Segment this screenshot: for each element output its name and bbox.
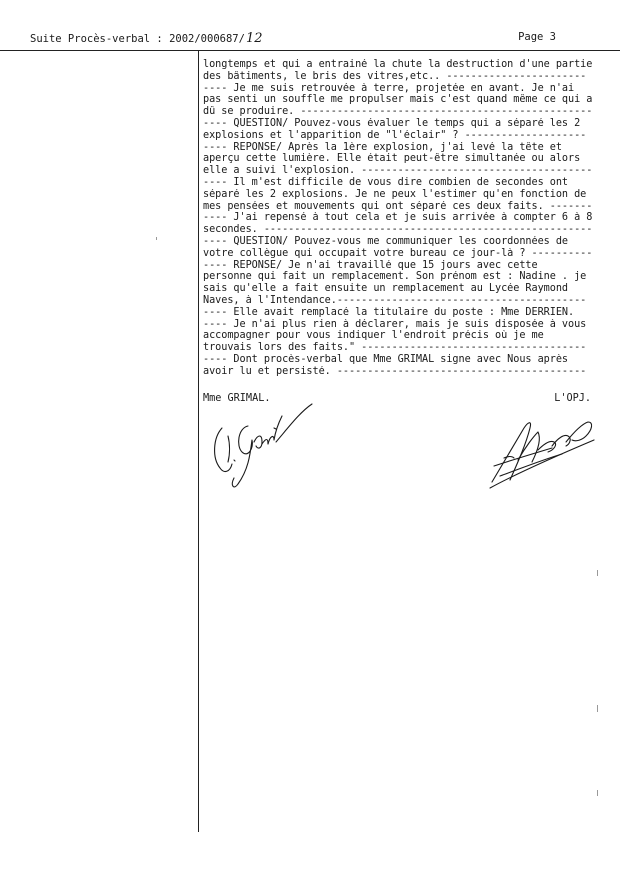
- page-number: Page 3: [518, 31, 556, 43]
- body-line: pas senti un souffle me propulser mais c'est quand même ce qui a: [203, 94, 593, 106]
- body-line: votre collègue qui occupait votre bureau ce jour-là ? ----------: [203, 247, 593, 259]
- body-line: sais qu'elle a fait ensuite un remplacement au Lycée Raymond: [203, 283, 569, 295]
- witness-name: Mme GRIMAL.: [203, 393, 271, 404]
- procedure-reference: [30, 31, 262, 46]
- statement-body: [203, 59, 613, 378]
- body-line: séparé les 2 explosions. Je ne peux l'estimer qu'en fonction de: [203, 188, 587, 200]
- body-line: ---- J'ai repensé à tout cela et je suis arrivée à compter 6 à 8: [203, 212, 593, 224]
- body-line: secondes. ------------------------------------------------------: [203, 224, 593, 236]
- body-line: ---- QUESTION/ Pouvez-vous me communiquer les coordonnées de: [203, 235, 569, 247]
- body-line: accompagner pour vous indiquer l'endroit précis où je me: [203, 330, 544, 342]
- body-line: ---- REPONSE/ Je n'ai travaillé que 15 jours avec cette: [203, 259, 538, 271]
- officer-signature: [482, 410, 602, 495]
- body-line: Naves, à l'Intendance.-----------------------------------------: [203, 294, 587, 306]
- body-line: explosions et l'apparition de "l'éclair" ? --------------------: [203, 129, 587, 141]
- body-line: ---- Elle avait remplacé la titulaire du poste : Mme DERRIEN.: [203, 306, 575, 318]
- scan-artifact: [156, 237, 157, 240]
- body-line: ---- Je me suis retrouvée à terre, projetée en avant. Je n'ai: [203, 82, 575, 94]
- body-line: personne qui fait un remplacement. Son prénom est : Nadine . je: [203, 271, 587, 283]
- body-line: avoir lu et persisté. -----------------------------------------: [203, 365, 587, 377]
- scan-artifact: [597, 790, 598, 796]
- body-line: mes pensées et mouvements qui ont séparé ces deux faits. -------: [203, 200, 593, 212]
- body-line: des bâtiments, le bris des vitres,etc.. -----------------------: [203, 70, 587, 82]
- body-line: ---- REPONSE/ Après la 1ère explosion, j'ai levé la tête et: [203, 141, 562, 153]
- body-line: trouvais lors des faits." -------------------------------------: [203, 342, 587, 354]
- body-line: ---- Dont procès-verbal que Mme GRIMAL signe avec Nous après: [203, 353, 569, 365]
- body-line: longtemps et qui a entrainé la chute la destruction d'une partie: [203, 59, 593, 70]
- body-line: elle a suivi l'explosion. --------------------------------------: [203, 165, 593, 177]
- reference-text: Suite Procès-verbal : 2002/000687/: [30, 33, 245, 45]
- header-divider: [0, 50, 620, 51]
- page-header: [30, 31, 560, 47]
- body-line: ---- Je n'ai plus rien à déclarer, mais je suis disposée à vous: [203, 318, 587, 330]
- body-line: aperçu cette lumière. Elle était peut-être simultanée ou alors: [203, 153, 581, 165]
- witness-signature: [208, 398, 318, 493]
- scan-artifact: [597, 570, 598, 576]
- margin-divider: [198, 50, 199, 832]
- body-line: ---- QUESTION/ Pouvez-vous évaluer le temps qui a séparé les 2: [203, 117, 581, 129]
- scan-artifact: [597, 705, 598, 712]
- officer-title: L'OPJ.: [554, 393, 591, 404]
- body-line: dû se produire. ------------------------------------------------: [203, 106, 593, 118]
- handwritten-page-suffix: 12: [245, 31, 263, 46]
- body-line: ---- Il m'est difficile de vous dire combien de secondes ont: [203, 176, 569, 188]
